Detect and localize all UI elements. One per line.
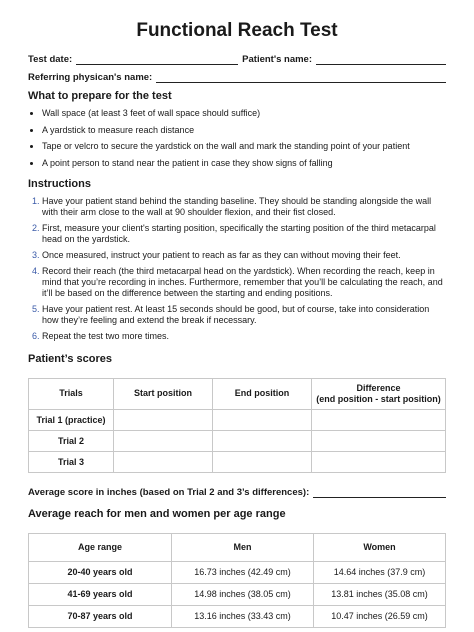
average-score-label: Average score in inches (based on Trial 2 and 3’s differences): xyxy=(28,486,310,498)
women-cell: 13.81 inches (35.08 cm) xyxy=(314,583,446,605)
table-row xyxy=(29,605,446,627)
start-position-cell[interactable] xyxy=(114,409,213,430)
end-position-cell[interactable] xyxy=(213,451,312,472)
table-row xyxy=(29,451,446,472)
age-range-cell: 41-69 years old xyxy=(29,583,172,605)
difference-cell[interactable] xyxy=(312,409,446,430)
list-item: 3. Once measured, instruct your patient to reach as far as they can without moving their feet. xyxy=(42,250,446,261)
column-header: End position xyxy=(213,378,312,409)
list-item: 4. Record their reach (the third metacarpal head on the yardstick). When recording the reach, keep in mind that you’re recording in inches. Furthermore, remember that you’ll be calculating the reach, and it’ll be based on the difference between the starting and ending positions. xyxy=(42,266,446,299)
average-score-row xyxy=(28,485,446,498)
column-header: Women xyxy=(314,533,446,561)
column-header: Age range xyxy=(29,533,172,561)
start-position-cell[interactable] xyxy=(114,430,213,451)
end-position-cell[interactable] xyxy=(213,430,312,451)
list-item: • Tape or velcro to secure the yardstick on the wall and mark the standing point of your patient xyxy=(42,141,446,152)
start-position-cell[interactable] xyxy=(114,451,213,472)
list-item: 2. First, measure your client's starting position, specifically the starting position of the third metacarpal head on the yardstick. xyxy=(42,223,446,245)
patient-name-label: Patient's name: xyxy=(242,54,313,65)
difference-cell[interactable] xyxy=(312,451,446,472)
age-range-cell: 70-87 years old xyxy=(29,605,172,627)
test-date-label: Test date: xyxy=(28,54,73,65)
field-row-1 xyxy=(28,51,446,65)
instructions-list xyxy=(28,196,446,342)
referring-physician-label: Referring physican's name: xyxy=(28,72,153,83)
table-row xyxy=(29,583,446,605)
table-header-row xyxy=(29,533,446,561)
difference-header: Difference xyxy=(356,382,401,393)
scores-heading: Patient’s scores xyxy=(28,352,112,365)
average-score-field[interactable] xyxy=(313,488,446,498)
reach-heading: Average reach for men and women per age range xyxy=(28,507,286,520)
column-header: Start position xyxy=(114,378,213,409)
age-range-cell: 20-40 years old xyxy=(29,561,172,583)
trial-label: Trial 3 xyxy=(29,451,114,472)
women-cell: 14.64 inches (37.9 cm) xyxy=(314,561,446,583)
field-row-2 xyxy=(28,69,446,83)
men-cell: 16.73 inches (42.49 cm) xyxy=(172,561,314,583)
referring-physician-field[interactable] xyxy=(156,73,446,83)
women-cell: 10.47 inches (26.59 cm) xyxy=(314,605,446,627)
column-header: Men xyxy=(172,533,314,561)
column-header: Trials xyxy=(29,378,114,409)
men-cell: 14.98 inches (38.05 cm) xyxy=(172,583,314,605)
scores-table xyxy=(28,378,446,473)
difference-cell[interactable] xyxy=(312,430,446,451)
page-title: Functional Reach Test xyxy=(136,20,338,41)
trial-label: Trial 1 (practice) xyxy=(29,409,114,430)
form-fields xyxy=(28,51,446,83)
list-item: • A yardstick to measure reach distance xyxy=(42,125,446,136)
prepare-heading: What to prepare for the test xyxy=(28,90,172,102)
reach-table xyxy=(28,533,446,628)
patient-name-field[interactable] xyxy=(316,55,446,65)
list-item: 6. Repeat the test two more times. xyxy=(42,331,446,342)
trial-label: Trial 2 xyxy=(29,430,114,451)
table-row xyxy=(29,430,446,451)
prepare-list xyxy=(28,108,446,169)
men-cell: 13.16 inches (33.43 cm) xyxy=(172,605,314,627)
table-row xyxy=(29,409,446,430)
list-item: • A point person to stand near the patient in case they show signs of falling xyxy=(42,158,446,169)
table-header-row xyxy=(29,378,446,409)
list-item: • Wall space (at least 3 feet of wall space should suffice) xyxy=(42,108,446,119)
list-item: 1. Have your patient stand behind the standing baseline. They should be standing alongside the wall with their arm close to the wall at 90 shoulder flexion, and their fist closed. xyxy=(42,196,446,218)
end-position-cell[interactable] xyxy=(213,409,312,430)
instructions-heading: Instructions xyxy=(28,177,91,190)
list-item: 5. Have your patient rest. At least 15 seconds should be good, but of course, take into consideration how they’re feeling and extend the break if necessary. xyxy=(42,304,446,326)
table-row xyxy=(29,561,446,583)
difference-subheader: (end position - start position) xyxy=(316,393,441,404)
test-date-field[interactable] xyxy=(76,55,238,65)
column-header xyxy=(312,378,446,409)
